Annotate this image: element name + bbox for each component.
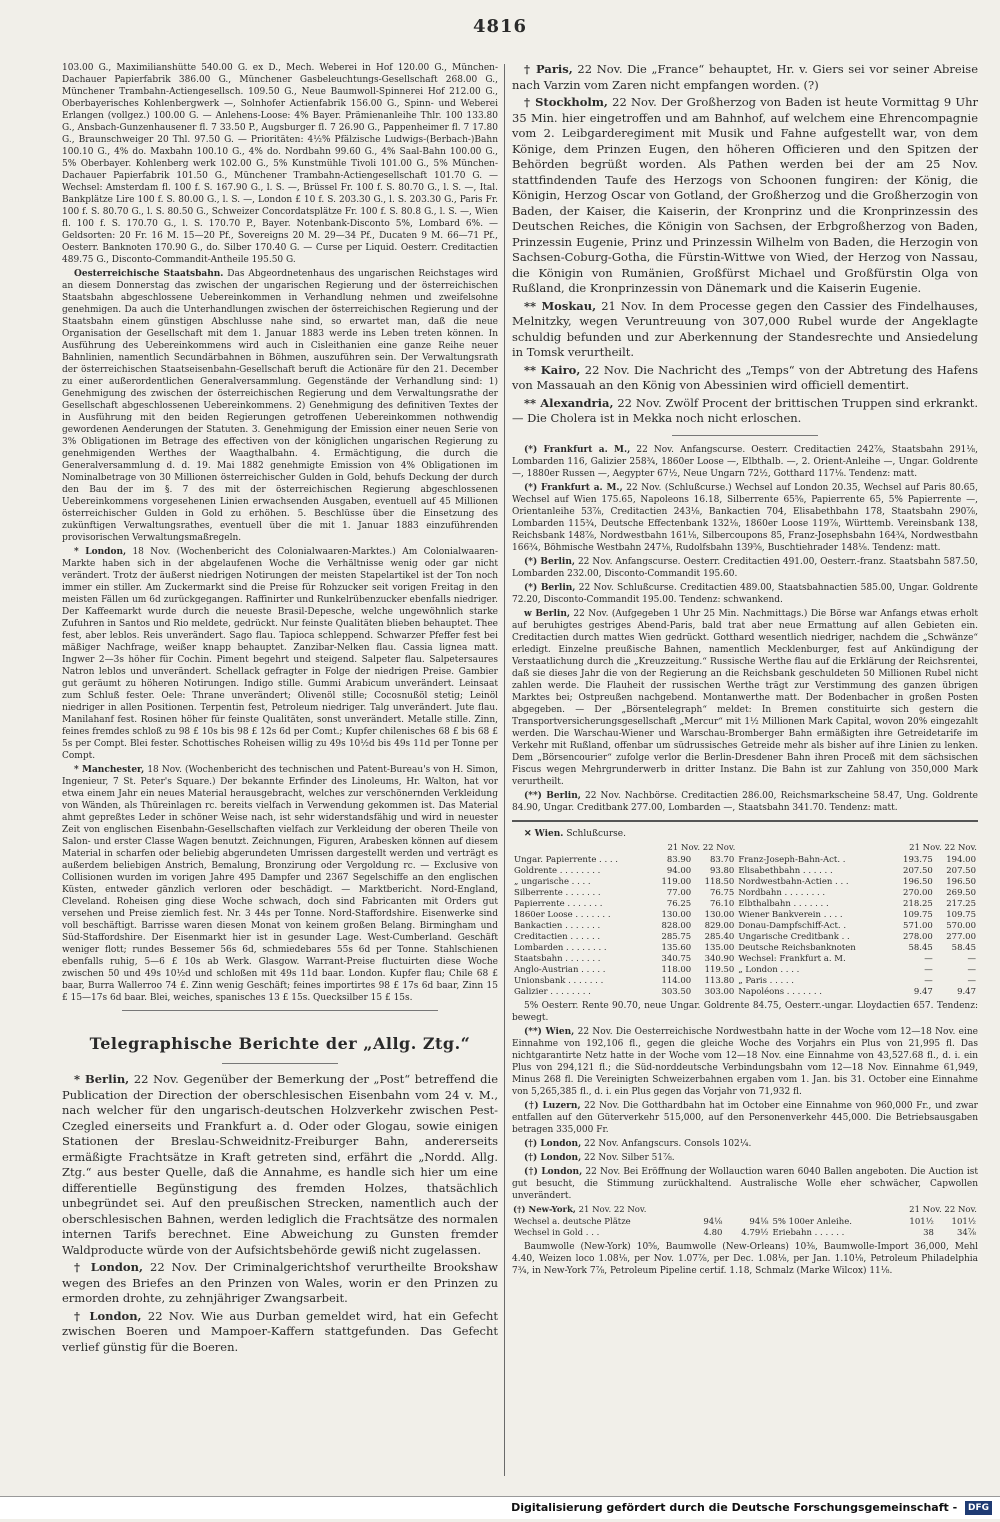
table-row <box>512 1217 978 1228</box>
article-heading: w Berlin, <box>524 608 571 619</box>
report-wien-railways <box>512 1026 978 1098</box>
table-value-cell: 270.00 <box>903 887 933 898</box>
table-value-cell: — <box>924 964 933 975</box>
table-value-cell: 83.70 <box>709 854 735 865</box>
article-heading: * London, <box>74 547 127 557</box>
table-value-cell: 303.00 <box>704 986 735 997</box>
table-row <box>512 943 978 954</box>
table-value-cell: 94.00 <box>666 865 692 876</box>
section-rule <box>672 435 818 436</box>
table-label-cell: Unionsbank . . . . . . . <box>514 975 604 986</box>
article-body: 22 Nov. Der Criminalgerichtshof verurtheilte Brookshaw wegen des Briefes an den Prinzen von Wales, worin er den Prinzen zu ermorden drohte, zu zehnjähriger Zwangsarbeit. <box>62 1260 498 1305</box>
table-value-cell: 194.00 <box>946 854 976 865</box>
table-label-cell: 1860er Loose . . . . . . . <box>514 909 611 920</box>
article-body: 22 Nov. Gegenüber der Bemerkung der „Post“ betreffend die Publication der Direction der oberschlesischen Eisenbahn vom 24 v. M., nach welcher für den ungarisch-deutschen Holzverkehr zwischen Pest-Czegled einerseits und Frankfurt a. d. Oder oder Glogau, sowie einigen Stationen der Breslau-Schweidnitz-Freiburger Bahn, andererseits ermäßigte Frachtsätze in Kraft getreten sind, erfährt die „Nordd. Allg. Ztg.“ aus bester Quelle, daß die Annahme, es handle sich hier um eine differentielle Begünstigung des fremden Holzes, thatsächlich unbegründet sei. Auf den preußischen Strecken, namentlich auch der oberschlesischen Bahnen, werden lediglich die Frachtsätze des normalen internen Tarifs berechnet. Eine Abweichung zu Gunsten fremder Waldproducte würde von der Aufsichtsbehörde gewiß nicht zugelassen. <box>62 1072 498 1257</box>
table-value-cell: 207.50 <box>903 865 933 876</box>
table-header <box>512 1204 770 1217</box>
table-row <box>512 899 978 910</box>
table-value-cell: 217.25 <box>946 898 976 909</box>
table-row <box>512 866 978 877</box>
report-wien-extra: 5% Oesterr. Rente 90.70, neue Ungar. Goldrente 84.75, Oesterr.-ungar. Lloydactien 657. Tendenz: bewegt. <box>512 1000 978 1023</box>
table-value-cell: 285.75 <box>661 931 692 942</box>
table-value-cell: 130.00 <box>704 909 735 920</box>
digitization-footer <box>0 1496 1000 1519</box>
table-label-cell: Franz-Joseph-Bahn-Act. . <box>738 854 846 865</box>
article-kairo <box>512 363 978 394</box>
article-heading: (*) Berlin, <box>524 582 576 593</box>
table-value-cell: 340.90 <box>704 953 735 964</box>
table-row <box>512 965 978 976</box>
table-value-cell: 76.75 <box>709 887 735 898</box>
article-heading: (*) Frankfurt a. M., <box>524 482 623 493</box>
article-heading: (*) Frankfurt a. M., <box>524 444 631 455</box>
table-row <box>512 921 978 932</box>
article-body: 22 Nov. Wie aus Durban gemeldet wird, hat ein Gefecht zwischen Boeren und Mampoer-Kaffern stattgefunden. Das Gefecht verlief günstig für die Boeren. <box>62 1308 498 1354</box>
table-value-cell: 4.79½ <box>741 1227 769 1238</box>
dfg-logo: DFG <box>965 1501 992 1515</box>
section-rule <box>122 1010 438 1011</box>
left-column <box>62 62 498 1482</box>
table-label-cell: Elisabethbahn . . . . . . <box>738 865 833 876</box>
table-value-cell: 303.50 <box>661 986 692 997</box>
table-row <box>512 877 978 888</box>
section-rule <box>222 1063 338 1064</box>
article-heading: Oesterreichische Staatsbahn. <box>74 269 224 279</box>
table-label-cell: 5% 100er Anleihe. <box>772 1216 852 1227</box>
table-value-cell: 277.00 <box>946 931 976 942</box>
table-value-cell: 76.25 <box>666 898 692 909</box>
table-label-cell: Wiener Bankverein . . . . <box>738 909 843 920</box>
table-value-cell: 118.50 <box>704 876 735 887</box>
table-header-dates: 21 Nov. 22 Nov. <box>578 1204 647 1215</box>
table-label-cell: „ ungarische . . . . <box>514 876 591 887</box>
table-row <box>512 855 978 866</box>
table-value-cell: 196.50 <box>903 876 933 887</box>
table-value-cell: 118.00 <box>661 964 692 975</box>
article-stockholm <box>512 95 978 297</box>
article-body: 22 Nov. Die Nachricht des „Temps“ von der Abtretung des Hafens von Massauah an den König von Abessinien wird officiell dementirt. <box>512 362 978 392</box>
article-body: 22 Nov. Die „France“ behauptet, Hr. v. Giers sei vor seiner Abreise nach Varzin vom Zaren nicht empfangen worden. (?) <box>512 62 978 92</box>
table-value-cell: 196.50 <box>946 876 976 887</box>
table-value-cell: 101½ <box>951 1216 976 1227</box>
table-value-cell: — <box>967 975 976 986</box>
table-value-cell: 38 <box>923 1227 934 1238</box>
table-label-cell: Staatsbahn . . . . . . . <box>514 953 601 964</box>
table-row <box>512 954 978 965</box>
table-label-cell: Anglo-Austrian . . . . . <box>514 964 606 975</box>
table-value-cell: 285.40 <box>704 931 735 942</box>
article-heading: † London, <box>74 1260 143 1274</box>
table-label-cell: Goldrente . . . . . . . . <box>514 865 601 876</box>
table-value-cell: 340.75 <box>661 953 692 964</box>
column-divider <box>504 64 505 1476</box>
table-label-cell: Napoléons . . . . . . . <box>738 986 822 997</box>
table-label-cell: „ London . . . . <box>738 964 800 975</box>
table-value-cell: 570.00 <box>946 920 976 931</box>
article-body: 22 Nov. Bei Eröffnung der Wollauction waren 6040 Ballen angeboten. Die Auction ist gut besucht, die Stimmung zurückhaltend. Australische Wolle eher schwächer, Capwollen unverändert. <box>512 1166 978 1201</box>
article-body: 22 Nov. Die Gotthardbahn hat im October eine Einnahme von 960,000 Fr., und zwar entfallen auf den Güterverkehr 515,000, auf den Personenverkehr 445,000. Die Betriebsausgaben betragen 335,000 Fr. <box>512 1100 978 1135</box>
report-luzern <box>512 1100 978 1136</box>
table-row <box>512 910 978 921</box>
table-label-cell: Lombarden . . . . . . . . <box>514 942 607 953</box>
table-value-cell: 278.00 <box>903 931 933 942</box>
table-header-dates: 21 Nov. 22 Nov. <box>909 842 977 853</box>
article-heading: (**) Wien, <box>524 1026 575 1037</box>
report-london-consols <box>512 1138 978 1150</box>
newyork-price-table <box>512 1204 978 1239</box>
table-value-cell: — <box>967 964 976 975</box>
article-heading: (**) Berlin, <box>524 790 581 801</box>
right-column <box>512 62 978 1482</box>
table-value-cell: 119.50 <box>704 964 735 975</box>
table-value-cell: 34⅞ <box>956 1227 976 1238</box>
table-label-cell: Wechsel a. deutsche Plätze <box>514 1216 631 1227</box>
table-header-dates: 21 Nov. 22 Nov. <box>909 1204 977 1215</box>
article-body: 22 Nov. Zwölf Procent der brittischen Truppen sind erkrankt. — Die Cholera ist in Mekka noch nicht erloschen. <box>512 395 978 425</box>
table-value-cell: 94⅛ <box>703 1216 723 1227</box>
report-frankfurt-opening <box>512 444 978 480</box>
table-label-cell: Elbthalbahn . . . . . . . <box>738 898 829 909</box>
article-heading: * Manchester, <box>74 765 145 775</box>
table-value-cell: 207.50 <box>946 865 976 876</box>
table-value-cell: 93.80 <box>709 865 735 876</box>
table-value-cell: — <box>924 975 933 986</box>
article-heading: † Paris, <box>524 62 573 76</box>
article-london-court <box>62 1260 498 1307</box>
article-paris <box>512 62 978 93</box>
report-berlin-afterhours <box>512 790 978 814</box>
article-body: 22 Nov. Anfangscurse. Oesterr. Creditactien 491.00, Oesterr.-franz. Staatsbahn 587.50, Lombarden 232.00, Disconto-Commandit 195.60. <box>512 556 978 579</box>
article-body: 22 Nov. (Aufgegeben 1 Uhr 25 Min. Nachmittags.) Die Börse war Anfangs etwas erholt auf beruhigtes gestriges Abend-Paris, bald trat aber neue Ermattung auf allen Gebieten ein. Creditactien durch mattes Wien gedrückt. Gotthard wesentlich niedriger, nachdem die „Schwänze“ erledigt. Einzelne preußische Bahnen, namentlich Mecklenburger, fest auf Ankündigung der Verstaatlichung durch die „Kreuzzeitung.“ Russische Werthe flau auf die Erklärung der Reichsrentei, daß sie dieses Jahr die von der Regierung an die Reichsbank geschuldeten 50 Millionen Rubel nicht zahlen werde. Die Flauheit der russischen Werthe trägt zur Verstimmung des ganzen übrigen Marktes bei; Ostpreußen nachgebend. Montanwerthe matt. Der Bodenbacher in großen Posten abgegeben. — Der „Börsentelegraph“ meldet: In Bremen constituirte sich gestern die Transportversicherungsgesellschaft „Mercur“ mit 1½ Millionen Mark Capital, wovon 20% eingezahlt werden. Die Warschau-Wiener und Warschau-Bromberger Bahn ermäßigten ihre Getreidetarife im Verkehr mit Rußland, offenbar um südrussisches Getreide mehr als bisher auf ihre Linien zu lenken. Dem „Börsencourier“ zufolge verlor die Berlin-Dresdener Bahn ihren Proceß mit dem sächsischen Fiscus wegen Mehrgrunderwerb in dritter Instanz. Die Bahn ist zur Zahlung von 350,000 Mark verurtheilt. <box>512 608 978 787</box>
table-label-cell: Silberrente . . . . . . . <box>514 887 601 898</box>
table-value-cell: 193.75 <box>903 854 933 865</box>
table-label-cell: Nordwestbahn-Actien . . . <box>738 876 849 887</box>
article-moskau <box>512 299 978 361</box>
article-body: 22 Nov. Nachbörse. Creditactien 286.00, Reichsmarkscheine 58.47, Ung. Goldrente 84.90, Ungar. Creditbank 277.00, Lombarden —, Staatsbahn 341.70. Tendenz: matt. <box>512 790 978 813</box>
table-value-cell: 114.00 <box>661 975 692 986</box>
article-heading: ✕ Wien. <box>524 828 564 839</box>
report-berlin-closing <box>512 582 978 606</box>
table-value-cell: 76.10 <box>709 898 735 909</box>
table-label-cell: Papierrente . . . . . . . <box>514 898 603 909</box>
article-heading: (†) Luzern, <box>524 1100 581 1111</box>
article-heading: † London, <box>74 1308 142 1323</box>
table-value-cell: 571.00 <box>903 920 933 931</box>
article-manchester <box>62 764 498 1004</box>
table-value-cell: 101½ <box>909 1216 934 1227</box>
report-london-wool <box>512 1166 978 1202</box>
article-body: 22 Nov. Anfangscurs. Consols 102¼. <box>584 1138 752 1149</box>
table-label-cell: Eriebahn . . . . . . <box>772 1227 845 1238</box>
table-value-cell: 119.00 <box>661 876 692 887</box>
table-row <box>512 888 978 899</box>
table-value-cell: 135.60 <box>661 942 692 953</box>
table-value-cell: 829.00 <box>704 920 735 931</box>
table-value-cell: 218.25 <box>903 898 933 909</box>
table-value-cell: 4.80 <box>703 1227 723 1238</box>
article-body: 18 Nov. (Wochenbericht des Colonialwaaren-Marktes.) Am Colonialwaaren-Markte haben sich in der abgelaufenen Woche die Verhältnisse wenig oder gar nicht verändert. Trotz der äußerst niedrigen Notirungen der meisten Stapelartikel ist der Ton noch immer ein stiller. Am Zuckermarkt sind die Preise für Rohzucker seit vorigen Freitag in den meisten Fällen um 6d zurückgegangen. Raffinirter und Runkelrübenzucker ebenfalls niedriger. Der Kaffeemarkt wurde durch die neueste Brasil-Depesche, welche ungewöhnlich starke Zufuhren in Santos und Rio meldete, gedrückt. Nur feinste Qualitäten blieben behauptet. Thee fest, aber leblos. Reis unverändert. Sago flau. Tapioca schleppend. Schwarzer Pfeffer fest bei mäßiger Nachfrage, weißer knapp behauptet. Zanzibar-Nelken flau. Cassia lignea matt. Ingwer 2—3s höher für Cochin. Piment begehrt und steigend. Salpeter flau. Salpetersaures Natron leblos und unverändert. Schellack gefragter in Folge der niedrigen Preise. Gambier gut geräumt zu höheren Notirungen. Indigo stille. Gummi Arabicum unverändert. Leinsaat zum Schluß fester. Oele: Thrane unverändert; Olivenöl stille; Cocosnußöl stetig; Leinöl niedriger in allen Positionen. Terpentin fest, Petroleum niedriger. Talg unverändert. Jute flau. Manilahanf fest. Rosinen höher für feinste Qualitäten, sonst unverändert. Metalle stille. Zinn, feines fremdes schloß zu 98 £ 10s bis 98 £ 12s 6d per Comt.; Kupfer chilenisches 68 £ bis 68 £ 5s per Compt. Blei fester. Schottisches Roheisen willig zu 49s 10½d bis 49s 11d per Tonne per Compt. <box>62 547 498 761</box>
article-heading: † Stockholm, <box>524 95 608 109</box>
article-body: Das Abgeordnetenhaus des ungarischen Reichstages wird an diesem Donnerstag das zwischen der ungarischen Regierung und der österreichischen Staatsbahn abgeschlossene Uebereinkommen in Verhandlung nehmen und zweifelsohne genehmigen. Da auch die Unterhandlungen zwischen der österreichischen Regierung und der Staatsbahn einem günstigen Abschlusse nahe sind, so erwartet man, daß die neue Organisation der Gesellschaft mit dem 1. Januar 1883 werde ins Leben treten können. In Ausführung des Uebereinkommens wird auch in Cisleithanien eine ganze Reihe neuer Bahnlinien, namentlich Secundärbahnen in Böhmen, auszuführen sein. Der Verwaltungsrath der österreichischen Staatseisenbahn-Gesellschaft beruft die Actionäre für den 21. December zu einer außerordentlichen Generalversammlung. Gegenstände der Verhandlung sind: 1) Genehmigung des zwischen der österreichischen Regierung und dem Verwaltungsrathe der Gesellschaft abgeschlossenen Uebereinkommens. 2) Genehmigung des definitiven Textes der in Ausführung mit den beiden Regierungen getroffenen Uebereinkommen nothwendig gewordenen Aenderungen der Statuten. 3. Genehmigung der Emission einer neuen Serie von 3% Obligationen im Betrage des effectiven von der königlichen ungarischen Regierung zu genehmigenden Werthes der Waagthalbahn. 4. Ermächtigung, die durch die Generalversammlung d. d. 19. Mai 1882 genehmigte Emission von 4% Obligationen im Nominalbetrage von 30 Millionen österreichischer Gulden in Gold, behufs Deckung der durch den Bau der im §. 7 des mit der österreichischen Regierung abgeschlossenen Uebereinkommens vorgesehenen Linien erwachsenden Ausgaben, eventuell auf 45 Millionen österreichischer Gulden in Gold zu erhöhen. 5. Beschlüsse über die Einsetzung des zukünftigen Verwaltungsrathes, eventuell über die mit 1. Januar 1883 einzuführenden provisorischen Verwaltungsmaßregeln. <box>62 269 498 543</box>
table-row <box>512 932 978 943</box>
table-row <box>512 976 978 987</box>
table-row <box>512 1228 978 1239</box>
report-newyork: Baumwolle (New-York) 10⅝, Baumwolle (New-Orleans) 10⅜, Baumwolle-Import 36,000, Mehl 4.40, Weizen loco 1.08⅛, per Nov. 1.07⅞, per Dec. 1.08⅛, per Jan. 1.10⅛, Petroleum Philadelphia 7¾, in New-York 7⅞, Petroleum Pipeline certif. 1.18, Schmalz (Marke Wilcox) 11⅛. <box>512 1241 978 1276</box>
article-body: 22 Nov. Anfangscurse. Oesterr. Creditactien 242⅞, Staatsbahn 291⅛, Lombarden 116, Galizier 258¾, 1860er Loose —, Elbthalb. —, 2. Orient-Anleihe —, Ungar. Goldrente —, 1880er Russen —, Aegypter 67½, Neue Ungarn 72½, Gotthard 117⅛. Tendenz: matt. <box>512 444 978 479</box>
table-value-cell: 109.75 <box>903 909 933 920</box>
article-london-colonial <box>62 546 498 762</box>
article-body: 22 Nov. Der Großherzog von Baden ist heute Vormittag 9 Uhr 35 Min. hier eingetroffen und am Bahnhof, auf welchem eine Ehrencompagnie vom 2. Leibgarderegiment mit Musik und Fahne aufgestellt war, von dem Könige, dem Prinzen Eugen, den höheren Officieren und den Spitzen der Behörden begrüßt worden. Als Pathen werden bei der am 25 Nov. stattfindenden Taufe des Herzogs von Schoonen fungiren: der König, die Königin, Herzog Oscar von Gotland, der Großherzog und die Großherzogin von Baden, der Kaiser, die Kaiserin, der Kronprinz und die Kronprinzessin des Deutschen Reiches, die Königin von Sachsen, der Erbgroßherzog von Baden, Prinzessin Eugenie, Prinz und Prinzessin Wilhelm von Baden, die Herzogin von Sachsen-Coburg-Gotha, die Fürstin-Wittwe von Wied, der Herzog von Nassau, die Königin von Rumänien, Großfürst Michael und Großfürstin Olga von Rußland, die Kronprinzessin von Dänemark und die Kaiserin Eugenie. <box>512 95 978 295</box>
table-label-cell: Creditactien . . . . . . <box>514 931 601 942</box>
table-label-cell: Nordbahn . . . . . . . . <box>738 887 826 898</box>
article-heading: (†) London, <box>524 1152 582 1163</box>
article-heading: (†) London, <box>524 1166 583 1177</box>
table-value-cell: 83.90 <box>666 854 692 865</box>
article-subheading: Schlußcurse. <box>566 828 626 839</box>
table-value-cell: 269.50 <box>946 887 976 898</box>
report-frankfurt-closing <box>512 482 978 554</box>
table-value-cell: 77.00 <box>666 887 692 898</box>
report-berlin-bourse <box>512 608 978 788</box>
article-london-durban <box>62 1309 498 1356</box>
page-number: 4816 <box>472 16 528 37</box>
article-heading: ** Moskau, <box>524 298 597 313</box>
table-value-cell: 828.00 <box>661 920 692 931</box>
table-value-cell: — <box>924 953 933 964</box>
table-value-cell: 58.45 <box>951 942 976 953</box>
footer-credit: Digitalisierung gefördert durch die Deutsche Forschungsgemeinschaft - <box>511 1501 958 1514</box>
table-label-cell: Donau-Dampfschiff-Act. . <box>738 920 847 931</box>
article-staatsbahn <box>62 268 498 544</box>
article-heading: (*) Berlin, <box>524 556 576 567</box>
table-label-cell: „ Paris . . . . . <box>738 975 795 986</box>
article-body: 21 Nov. In dem Processe gegen den Cassier des Findelhauses, Melnitzky, wegen Veruntreuung von 307,000 Rubel wurde der Angeklagte schuldig befunden und zur Aberkennung der Standesrechte und Ansiedelung in Tomsk verurtheilt. <box>512 298 978 359</box>
table-row <box>512 987 978 998</box>
wien-price-table <box>512 842 978 998</box>
table-value-cell: 9.47 <box>913 986 933 997</box>
report-wien-header <box>512 828 978 840</box>
table-label-cell: Wechsel in Gold . . . <box>514 1227 600 1238</box>
article-body: 22 Nov. Schlußcurse. Creditactien 489.00, Staatsbahnactien 585.00, Ungar. Goldrente 72.20, Disconto-Commandit 195.00. Tendenz: schwankend. <box>512 582 978 605</box>
article-heading: ** Alexandria, <box>524 395 614 410</box>
section-title-telegraphic: Telegraphische Berichte der „Allg. Ztg.“ <box>89 1034 471 1053</box>
table-value-cell: 130.00 <box>661 909 692 920</box>
table-value-cell: 58.45 <box>908 942 933 953</box>
article-body: 22 Nov. Die Oesterreichische Nordwestbahn hatte in der Woche vom 12—18 Nov. eine Einnahme von 192,106 fl., gegen die gleiche Woche des Vorjahrs ein Plus von 21,995 fl. Das nichtgarantirte Netz hatte in der Woche vom 12—18 Nov. eine Einnahme von 43,527.68 fl., d. i. ein Plus von 294,121 fl.; die Süd-norddeutsche Verbindungsbahn vom 12—18 Nov. Einnahme 61,949, Minus 268 fl. Die Vereinigten Schweizerbahnen ergaben vom 1. Jan. bis 31. October eine Einnahme von 5,265,385 fl., d. i. ein Plus gegen das Vorjahr von 71,932 fl. <box>512 1026 978 1097</box>
article-heading: ** Kairo, <box>524 362 581 377</box>
table-value-cell: 109.75 <box>946 909 976 920</box>
table-label-cell: Bankactien . . . . . . . <box>514 920 601 931</box>
article-heading: (†) London, <box>524 1138 582 1149</box>
table-value-cell: 135.00 <box>704 942 735 953</box>
table-value-cell: 113.80 <box>704 975 735 986</box>
report-berlin-opening <box>512 556 978 580</box>
table-label-cell: Galizier . . . . . . . . <box>514 986 591 997</box>
article-body: 18 Nov. (Wochenbericht des technischen und Patent-Bureau's von H. Simon, Ingenieur, 7 St. Peter's Square.) Der bekannte Erfinder des Linoleums, Hr. Walton, hat vor etwa einem Jahr ein neues Material herausgebracht, welches zur verschönernden Verkleidung von Wänden, als Thüreinlagen rc. bereits vielfach in Verwendung gekommen ist. Das Material ahmt gepreßtes Leder in schöner Weise nach, ist sehr widerstandsfähig und wird in neuester Zeit von englischen Eisenbahn-Gesellschaften vielfach zur Verkleidung der oberen Theile von Salon- und erster Classe Wagen benutzt. Zeichnungen, Figuren, Arabesken können auf diesem Material in scharfen oder beliebig abgerundeten Umrissen dargestellt werden und verträgt es außerdem beliebigen Anstrich, Bemalung, Bronzirung oder Vergoldung rc. — Exclusive von Collisionen wurden im vorigen Jahre 495 Dampfer und 2367 Segelschiffe an den englischen Küsten, entweder gänzlich verloren oder beschädigt. — Marktbericht. Nord-England, Cleveland. Roheisen ging diese Woche schwach, doch sind Fabricanten mit Orders gut versehen und Preise ziemlich fest. Nr. 3 44s per Tonne. Nord-Staffordshire. Eisenwerke sind voll beschäftigt. Barrisse waren diesen Monat von keinem großen Belang. Birmingham und Süd-Staffordshire. Der Eisenmarkt hier ist in gesunder Lage. West-Cumberland. Geschäft weniger flott; rundes Bessemer 56s 6d, schmiedebares 55s 6d per Tonne. Stahlschienen ebenfalls ruhig, 5—6 £ 10s ab Werk. Glasgow. Warrant-Preise fluctuirten diese Woche zwischen 50 und 49s 10½d und schloßen mit 49s 11d baar. London. Kupfer flau; Chile 68 £ baar, Burra Wallerroo 74 £. Zinn wenig Geschäft; feines importirtes 98 £ 17s 6d baar, Zinn 15 £ 15—17s 6d baar. Blei, weiches, spanisches 13 £ 15s. Quecksilber 15 £ 15s. <box>62 765 498 1003</box>
table-label-cell: Ungarische Creditbank . . <box>738 931 850 942</box>
table-value-cell: — <box>967 953 976 964</box>
market-report-munich: 103.00 G., Maximilianshütte 540.00 G. ex D., Mech. Weberei in Hof 120.00 G., München-Dachauer Papierfabrik 386.00 G., Münchener Gasbeleuchtungs-Gesellschaft 268.00 G., Münchener Trambahn-Actiengesellsch. 109.50 G., Neue Baumwoll-Spinnerei Hof 212.00 G., Oberbayerisches Kohlenbergwerk —, Solnhofer Actienfabrik 156.00 G., Spinn- und Weberei Erlangen (vollgez.) 100.00 G. — Anlehens-Loose: 4% Bayer. Prämienanleihe Thlr. 100 133.80 G., Ansbach-Gunzenhausener fl. 7 33.50 P., Augsburger fl. 7 26.90 G., Pappenheimer fl. 7 17.80 G., Braunschweiger 20 Thl. 97.50 G. — Prioritäten: 4½% Pfälzische Ludwigs-(Berbach-)Bahn 100.10 G., 4% do. Maxbahn 100.10 G., 4% do. Nordbahn 99.60 G., 4% Saal-Bahn 100.00 G., 5% Oberbayer. Kohlenberg werk 102.00 G., 5% Kunstmühle Tivoli 101.00 G., 5% München-Dachauer Papierfabrik 101.50 G., Münchener Trambahn-Actiengesellschaft 101.70 G. — Wechsel: Amsterdam fl. 100 f. S. 167.90 G., l. S. —, Brüssel Fr. 100 f. S. 80.70 G., l. S. —, Ital. Bankplätze Lire 100 f. S. 80.00 G., l. S. —, London £ 10 f. S. 203.30 G., l. S. 203.30 G., Paris Fr. 100 f. S. 80.70 G., l. S. 80.50 G., Schweizer Concordatsplätze Fr. 100 f. S. 80.8 G., l. S. —, Wien fl. 100 f. S. 170.70 G., l. S. 170.70 P., Bayer. Notenbank-Disconto 5%, Lombard 6%. — Geldsorten: 20 Fr. 16 M. 15—20 Pf., Sovereigns 20 M. 29—34 Pf., Ducaten 9 M. 66—71 Pf., Oesterr. Banknoten 170.90 G., do. Silber 170.40 G. — Curse per Liquid. Oesterr. Creditactien 489.75 G., Disconto-Commandit-Antheile 195.50 G. <box>62 63 498 265</box>
article-body: 22 Nov. Silber 51⅞. <box>584 1152 675 1163</box>
section-rule <box>512 820 978 822</box>
article-berlin <box>62 1072 498 1258</box>
table-label-cell: Ungar. Papierrente . . . . <box>514 854 618 865</box>
table-value-cell: 94⅛ <box>749 1216 769 1227</box>
article-heading: (†) New-York, <box>513 1204 576 1215</box>
article-body: 22 Nov. (Schlußcurse.) Wechsel auf London 20.35, Wechsel auf Paris 80.65, Wechsel auf Wien 175.65, Napoleons 16.18, Silberrente 65⅝, Papierrente 65, 5% Papierrente —, Orientanleihe 53⅞, Creditactien 243⅛, Bankactien 704, Elisabethbahn 178, Staatsbahn 290⅞, Lombarden 115¾, Deutsche Effectenbank 132⅛, 1860er Loose 119⅞, Württemb. Vereinsbank 138, Reichsbank 148⅞, Nordwestbahn 161⅛, Silbercoupons 85, Franz-Josephsbahn 164¾, Nordwestbahn 166¾, Böhmische Westbahn 247⅛, Rudolfsbahn 139⅝, Buschtiehrader 148⅛. Tendenz: matt. <box>512 482 978 553</box>
table-label-cell: Wechsel: Frankfurt a. M. <box>738 953 846 964</box>
table-label-cell: Deutsche Reichsbanknoten <box>738 942 856 953</box>
report-london-silver <box>512 1152 978 1164</box>
table-value-cell: 9.47 <box>957 986 976 997</box>
table-header-dates: 21 Nov. 22 Nov. <box>667 842 736 853</box>
article-alexandria <box>512 396 978 427</box>
article-heading: * Berlin, <box>74 1072 130 1086</box>
